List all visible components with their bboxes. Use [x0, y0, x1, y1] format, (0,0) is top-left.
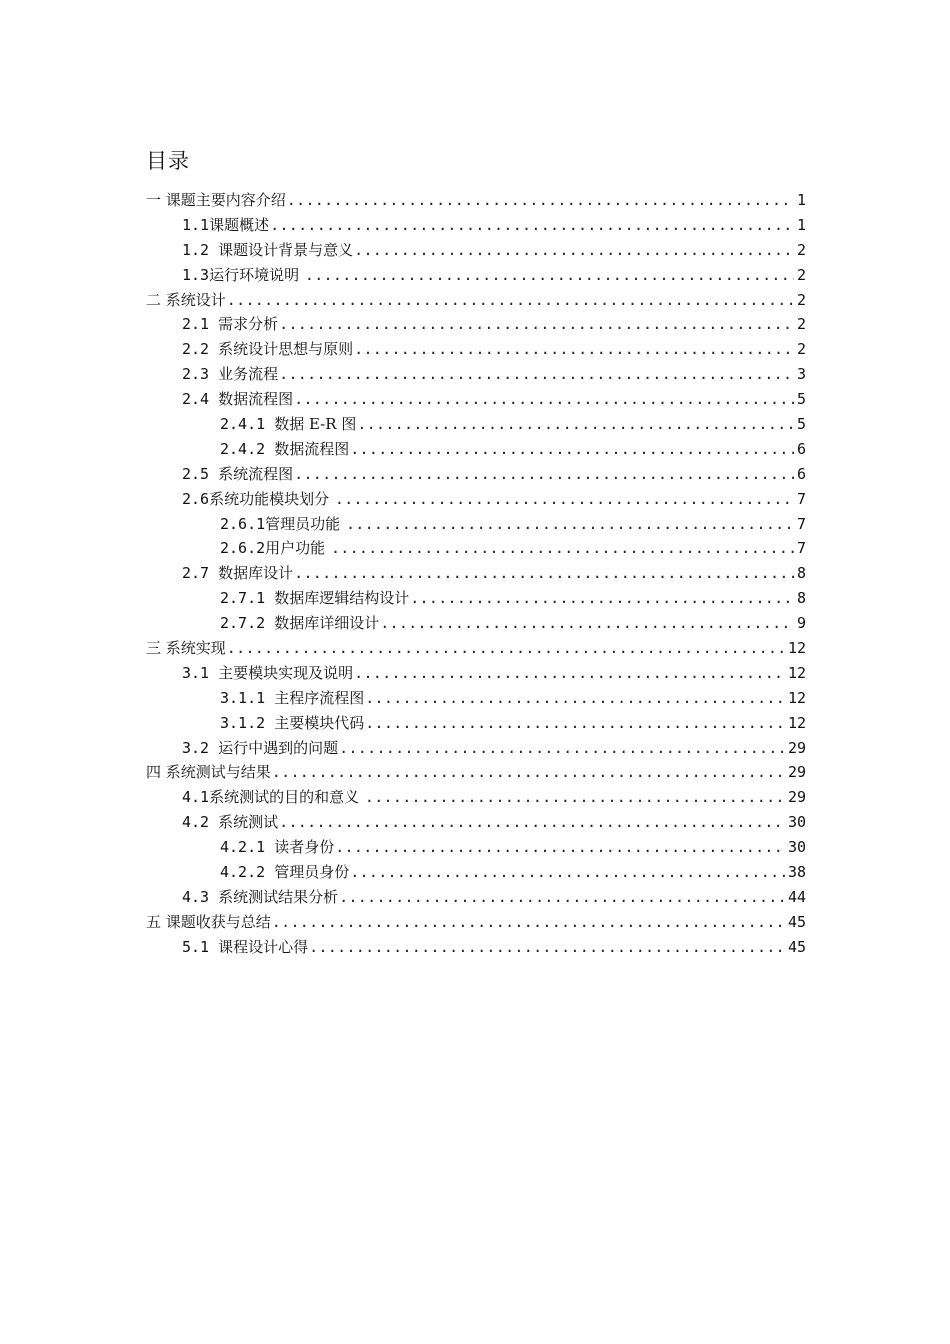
toc-entry-number: 五	[146, 912, 166, 931]
toc-entry[interactable]	[146, 910, 806, 935]
toc-entry-title: 主要模块代码	[274, 713, 365, 732]
toc-entry-number: 4.2.2	[220, 863, 275, 882]
toc-entry[interactable]	[146, 810, 806, 835]
toc-entry-title: 数据流程图	[274, 439, 350, 458]
toc-entry-title: 课程设计心得	[218, 937, 309, 956]
toc-entry-title: 业务流程	[218, 365, 279, 384]
toc-page-number: 1	[796, 215, 806, 234]
toc-dot-leader	[227, 288, 794, 313]
toc-entry-title: 系统测试结果分析	[218, 887, 339, 906]
toc-dot-leader	[279, 810, 785, 835]
toc-entry[interactable]	[146, 362, 806, 387]
toc-entry-number: 3.1.2	[220, 713, 275, 732]
toc-entry-title: 课题设计背景与意义	[218, 240, 354, 259]
toc-entry[interactable]	[146, 611, 806, 636]
toc-entry[interactable]	[146, 736, 806, 761]
toc-entry[interactable]	[146, 288, 806, 313]
toc-entry[interactable]	[146, 760, 806, 785]
toc-entry[interactable]	[146, 711, 806, 736]
toc-entry-title: 运行环境说明	[209, 265, 304, 284]
toc-entry[interactable]	[146, 835, 806, 860]
toc-dot-leader	[410, 586, 794, 611]
toc-page-number: 2	[796, 315, 806, 334]
toc-page-number: 8	[796, 564, 806, 583]
toc-page-number: 45	[787, 937, 806, 956]
toc-page-number: 29	[787, 788, 806, 807]
toc-entry[interactable]	[146, 188, 806, 213]
toc-entry-title: 数据 E-R 图	[274, 415, 357, 434]
toc-entry-number: 3.1.1	[220, 688, 275, 707]
toc-dot-leader	[272, 760, 785, 785]
toc-page-number: 7	[796, 514, 806, 533]
toc-dot-leader	[346, 512, 794, 537]
toc-entry-number: 2.7.2	[220, 614, 275, 633]
toc-entry[interactable]	[146, 238, 806, 263]
toc-entry[interactable]	[146, 636, 806, 661]
toc-entry-number: 一	[146, 191, 166, 209]
toc-entry-number: 2.1	[182, 315, 219, 334]
toc-page-number: 6	[796, 439, 806, 458]
toc-dot-leader	[279, 312, 794, 337]
toc-page-number: 12	[787, 713, 806, 732]
toc-page-number: 7	[796, 539, 806, 558]
toc-entry-number: 二	[146, 290, 166, 309]
toc-dot-leader	[294, 561, 794, 586]
toc-dot-leader	[335, 835, 785, 860]
toc-entry-number: 4.3	[182, 887, 219, 906]
toc-entry-title: 数据库详细设计	[274, 614, 380, 633]
toc-entry-number: 4.1	[182, 788, 210, 807]
toc-dot-leader	[227, 636, 785, 661]
toc-entry[interactable]	[146, 561, 806, 586]
toc-entry[interactable]	[146, 312, 806, 337]
toc-page-number: 5	[796, 390, 806, 409]
toc-entry-number: 2.4	[182, 390, 219, 409]
toc-dot-leader	[331, 536, 794, 561]
toc-entry-number: 1.1	[182, 215, 210, 234]
toc-dot-leader	[309, 935, 785, 960]
toc-dot-leader	[335, 487, 794, 512]
toc-dot-leader	[287, 188, 794, 213]
toc-entry[interactable]	[146, 337, 806, 362]
toc-dot-leader	[357, 412, 794, 437]
toc-dot-leader	[270, 213, 794, 238]
toc-entry[interactable]	[146, 487, 806, 512]
toc-entry-number: 2.6.1	[220, 514, 266, 533]
toc-entry[interactable]	[146, 586, 806, 611]
toc-title: 目录	[146, 149, 190, 173]
toc-entry-title: 管理员功能	[265, 514, 345, 533]
table-of-contents	[146, 188, 806, 960]
toc-page-number: 30	[787, 813, 806, 832]
toc-entry-title: 课题主要内容介绍	[165, 191, 286, 209]
toc-page-number: 44	[787, 887, 806, 906]
toc-dot-leader	[294, 462, 794, 487]
toc-entry-title: 需求分析	[218, 315, 279, 334]
toc-entry[interactable]	[146, 785, 806, 810]
toc-entry-number: 2.5	[182, 464, 219, 483]
toc-page-number: 7	[796, 489, 806, 508]
toc-dot-leader	[294, 387, 794, 412]
toc-entry-title: 系统测试的目的和意义	[209, 788, 364, 807]
toc-entry-title: 系统流程图	[218, 464, 294, 483]
toc-entry[interactable]	[146, 686, 806, 711]
toc-entry-number: 1.2	[182, 240, 219, 259]
toc-entry-title: 数据库设计	[218, 564, 294, 583]
toc-entry-title: 课题收获与总结	[165, 912, 271, 931]
toc-entry[interactable]	[146, 661, 806, 686]
toc-page-number: 8	[796, 589, 806, 608]
toc-entry-number: 2.2	[182, 340, 219, 359]
toc-page-number: 2	[796, 265, 806, 284]
toc-dot-leader	[365, 686, 785, 711]
toc-entry[interactable]	[146, 935, 806, 960]
toc-dot-leader	[279, 362, 794, 387]
toc-dot-leader	[272, 910, 785, 935]
toc-page-number: 29	[787, 763, 806, 782]
toc-entry-number: 三	[146, 639, 166, 658]
toc-dot-leader	[339, 885, 785, 910]
toc-entry[interactable]	[146, 536, 806, 561]
toc-dot-leader	[350, 860, 785, 885]
toc-entry-title: 运行中遇到的问题	[218, 738, 339, 757]
toc-entry-number: 5.1	[182, 937, 219, 956]
toc-entry-title: 课题概述	[209, 215, 270, 234]
toc-entry[interactable]	[146, 387, 806, 412]
toc-dot-leader	[380, 611, 794, 636]
toc-dot-leader	[365, 711, 785, 736]
toc-page-number: 12	[787, 663, 806, 682]
toc-page-number: 3	[796, 365, 806, 384]
toc-entry-title: 用户功能	[265, 539, 330, 558]
toc-entry-title: 数据库逻辑结构设计	[274, 589, 410, 608]
toc-page-number: 6	[796, 464, 806, 483]
toc-entry-number: 2.4.1	[220, 415, 275, 434]
toc-entry-number: 3.2	[182, 738, 219, 757]
toc-page-number: 30	[787, 838, 806, 857]
toc-entry[interactable]	[146, 263, 806, 288]
toc-entry[interactable]	[146, 213, 806, 238]
toc-dot-leader	[350, 437, 794, 462]
toc-dot-leader	[339, 736, 785, 761]
toc-entry-title: 系统测试	[218, 813, 279, 832]
toc-entry-title: 系统实现	[165, 639, 226, 658]
toc-entry-title: 数据流程图	[218, 390, 294, 409]
toc-dot-leader	[365, 785, 785, 810]
toc-entry-title: 主程序流程图	[274, 688, 365, 707]
toc-entry-number: 2.7	[182, 564, 219, 583]
toc-page-number: 12	[787, 688, 806, 707]
toc-page-number: 2	[796, 340, 806, 359]
toc-entry-title: 系统功能模块划分	[209, 489, 334, 508]
toc-entry-number: 4.2	[182, 813, 219, 832]
toc-page-number: 5	[796, 415, 806, 434]
toc-page-number: 45	[787, 912, 806, 931]
toc-entry[interactable]	[146, 437, 806, 462]
toc-dot-leader	[354, 337, 794, 362]
toc-entry-title: 读者身份	[274, 838, 335, 857]
toc-page-number: 2	[796, 290, 806, 309]
toc-entry-title: 系统设计思想与原则	[218, 340, 354, 359]
toc-page-number: 2	[796, 240, 806, 259]
toc-entry-number: 1.3	[182, 265, 210, 284]
toc-page-number: 9	[796, 614, 806, 633]
toc-entry-number: 2.3	[182, 365, 219, 384]
toc-dot-leader	[354, 661, 785, 686]
toc-dot-leader	[354, 238, 794, 263]
toc-page-number: 29	[787, 738, 806, 757]
toc-entry[interactable]	[146, 860, 806, 885]
toc-entry-number: 4.2.1	[220, 838, 275, 857]
toc-entry-number: 2.6.2	[220, 539, 266, 558]
toc-entry[interactable]	[146, 885, 806, 910]
toc-entry-number: 2.6	[182, 489, 210, 508]
toc-entry-title: 系统测试与结果	[165, 763, 271, 782]
toc-entry[interactable]	[146, 462, 806, 487]
toc-entry[interactable]	[146, 412, 806, 437]
toc-entry-number: 四	[146, 763, 166, 782]
toc-entry-number: 2.7.1	[220, 589, 275, 608]
toc-entry-title: 系统设计	[165, 290, 226, 309]
toc-entry-number: 2.4.2	[220, 439, 275, 458]
toc-entry-title: 管理员身份	[274, 863, 350, 882]
toc-entry-title: 主要模块实现及说明	[218, 663, 354, 682]
toc-entry-number: 3.1	[182, 663, 219, 682]
toc-page-number: 1	[796, 191, 806, 209]
toc-entry[interactable]	[146, 512, 806, 537]
toc-page-number: 12	[787, 639, 806, 658]
toc-dot-leader	[305, 263, 794, 288]
toc-page-number: 38	[787, 863, 806, 882]
